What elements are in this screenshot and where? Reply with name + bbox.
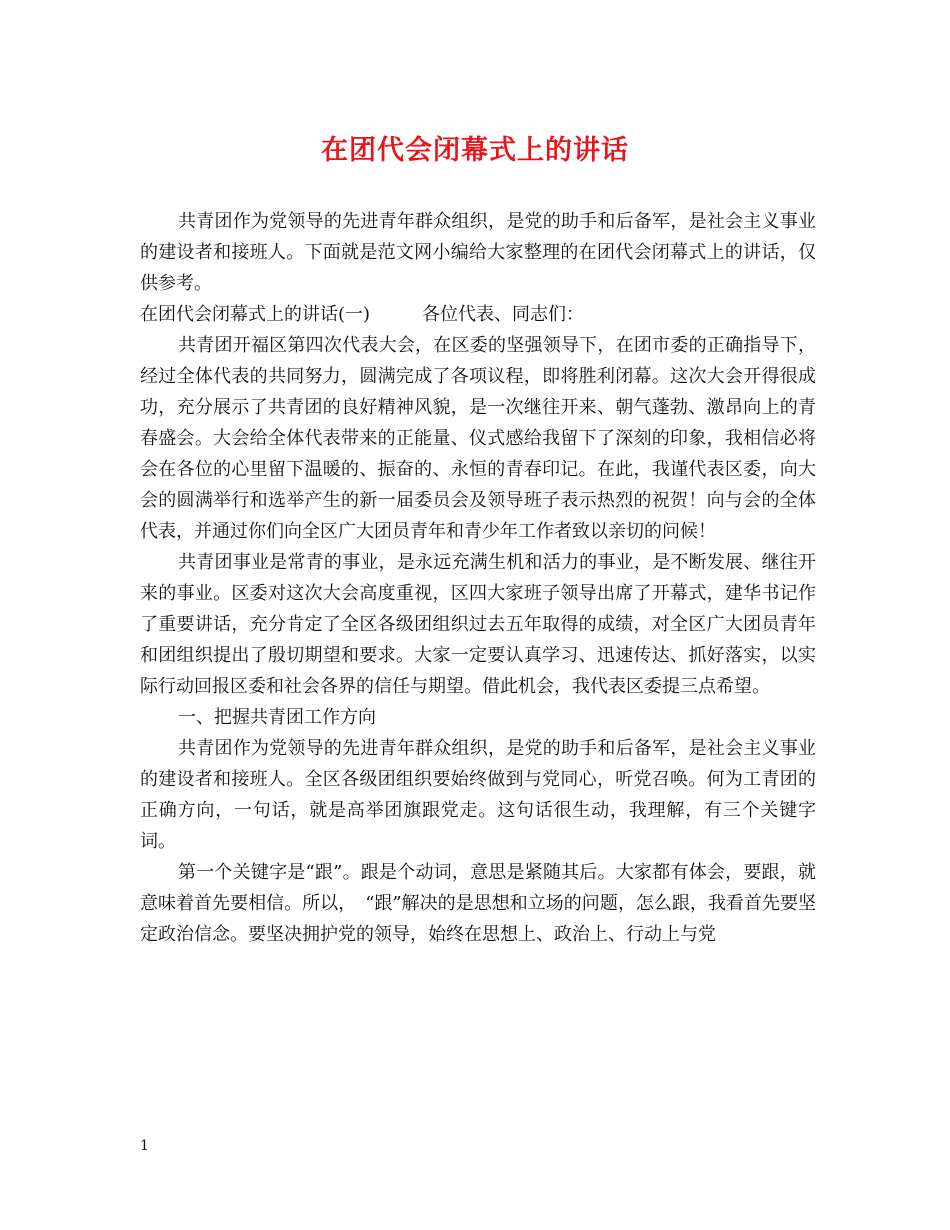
body-paragraph: 共青团事业是常青的事业，是永远充满生机和活力的事业，是不断发展、继往开来的事业。区委对这次大会高度重视，区四大家班子领导出席了开幕式，建华书记作了重要讲话，充分肯定了全区各级团组织过去五年取得的成绩，对全区广大团员青年和团组织提出了殷切期望和要求。大家一定要认真学习、迅速传达、抓好落实，以实际行动回报区委和社会各界的信任与期望。借此机会，我代表区委提三点希望。 (140, 552, 816, 697)
document-title: 在团代会闭幕式上的讲话 (321, 135, 629, 166)
salutation: 各位代表、同志们： (422, 304, 585, 325)
document-body (140, 206, 816, 950)
body-paragraph: 共青团开福区第四次代表大会，在区委的坚强领导下，在团市委的正确指导下，经过全体代表的共同努力，圆满完成了各项议程，即将胜利闭幕。这次大会开得很成功，充分展示了共青团的良好精神风貌，是一次继往开来、朝气蓬勃、激昂向上的青春盛会。大会给全体代表带来的正能量、仪式感给我留下了深刻的印象，我相信必将会在各位的心里留下温暖的、振奋的、永恒的青春印记。在此，我谨代表区委，向大会的圆满举行和选举产生的新一届委员会及领导班子表示热烈的祝贺！向与会的全体代表，并通过你们向全区广大团员青年和青少年工作者致以亲切的问候！ (140, 335, 816, 542)
body-paragraph: 共青团作为党领导的先进青年群众组织，是党的助手和后备军，是社会主义事业的建设者和接班人。全区各级团组织要始终做到与党同心，听党召唤。何为工青团的正确方向，一句话，就是高举团旗跟党走。这句话很生动，我理解，有三个关键字词。 (140, 738, 816, 852)
body-paragraph: 第一个关键字是“跟”。跟是个动词，意思是紧随其后。大家都有体会，要跟，就意味着首先要相信。所以， “跟”解决的是思想和立场的问题，怎么跟，我看首先要坚定政治信念。要坚决拥护党的领导，始终在思想上、政治上、行动上与党 (140, 862, 816, 945)
page-number: 1 (140, 1138, 149, 1154)
section-heading: 在团代会闭幕式上的讲话(一) (140, 304, 371, 325)
intro-paragraph: 共青团作为党领导的先进青年群众组织，是党的助手和后备军，是社会主义事业的建设者和接班人。下面就是范文网小编给大家整理的在团代会闭幕式上的讲话，仅供参考。 (140, 211, 816, 294)
point-one-heading: 一、把握共青团工作方向 (178, 707, 376, 728)
section-heading-line (140, 299, 816, 330)
